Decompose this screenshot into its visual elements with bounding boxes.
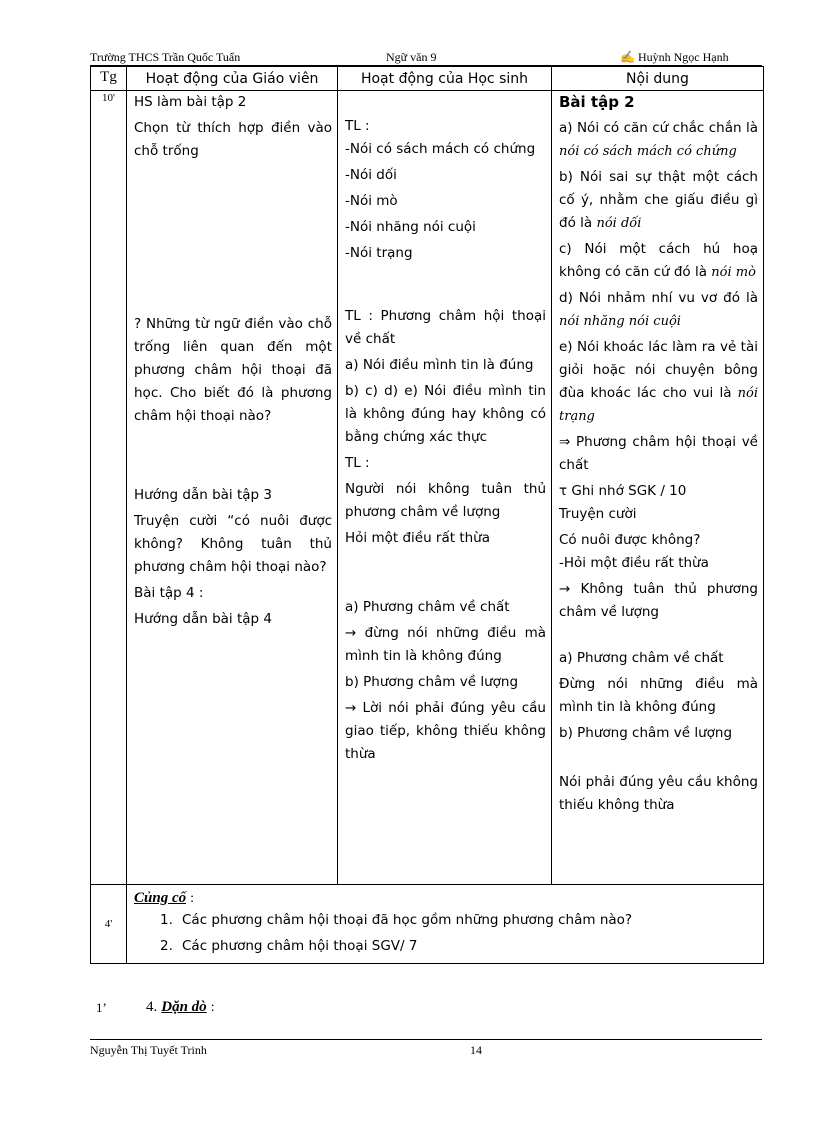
student-line: b) Phương châm về lượng — [345, 674, 519, 690]
content-story-q: -Hỏi một điều rất thừa — [559, 555, 709, 571]
teacher-line: ? Những từ ngữ điền vào chỗ trống liên quan đến một phương châm hội thoại đã học. Cho biết đó là phương châm hội thoại nào? — [134, 316, 332, 424]
teacher-line: HS làm bài tập 2 — [134, 94, 247, 110]
cungco-title: Củng cố — [134, 890, 187, 906]
th-student: Hoạt động của Học sinh — [338, 67, 552, 91]
content-title: Bài tập 2 — [559, 93, 635, 111]
student-column — [338, 91, 552, 885]
student-line: -Nói dối — [345, 167, 397, 183]
content-story-name: Có nuôi được không? — [559, 532, 701, 548]
content-item-a: a) Nói có căn cứ chắc chắn là nói có sách mách có chứng — [559, 120, 758, 159]
cungco-time-cell — [91, 885, 127, 964]
content-ex4-b-text: Nói phải đúng yêu cầu không thiếu không thừa — [559, 774, 758, 813]
content-item-e: e) Nói khoác lác làm ra vẻ tài giỏi hoặc nói chuyện bông đùa khoác lác cho vui là nói trạng — [559, 339, 758, 424]
content-item-c: c) Nói một cách hú hoạ không có căn cứ đó là nói mò — [559, 241, 758, 280]
pen-icon: ✍ — [620, 50, 635, 64]
content-note: τ Ghi nhớ SGK / 10 — [559, 483, 687, 499]
content-story-title: Truyện cười — [559, 506, 637, 522]
cungco-row — [91, 885, 764, 964]
time-main: 10' — [102, 92, 115, 104]
cungco-time: 4' — [104, 918, 113, 930]
header-author-block — [620, 50, 729, 65]
student-line: b) c) d) e) Nói điều mình tin là không đúng hay không có bằng chứng xác thực — [345, 383, 546, 445]
content-ex4-a-text: Đừng nói những điều mà mình tin là không đúng — [559, 676, 758, 715]
teacher-column — [127, 91, 338, 885]
student-line: TL : — [345, 118, 370, 134]
student-line: TL : — [345, 455, 370, 471]
page-number: 14 — [470, 1043, 482, 1057]
footer-teacher: Nguyễn Thị Tuyết Trinh — [90, 1043, 207, 1057]
content-story-ans: → Không tuân thủ phương châm về lượng — [559, 581, 758, 620]
student-line: Hỏi một điều rất thừa — [345, 530, 491, 546]
content-item-d: d) Nói nhảm nhí vu vơ đó là nói nhăng nói cuội — [559, 290, 758, 329]
th-content: Nội dung — [552, 67, 764, 91]
student-line: TL : Phương châm hội thoại về chất — [345, 308, 546, 347]
content-conclusion: ⇒ Phương châm hội thoại về chất — [559, 434, 758, 473]
table-header-row — [91, 67, 764, 91]
teacher-line: Hướng dẫn bài tập 3 — [134, 487, 272, 503]
content-item-b: b) Nói sai sự thật một cách cố ý, nhằm che giấu điều gì đó là nói dối — [559, 169, 758, 231]
teacher-line: Truyện cười “có nuôi được không? Không tuân thủ phương châm hội thoại nào? — [134, 513, 332, 575]
cungco-heading: Củng cố : — [134, 890, 194, 906]
footer-rule — [90, 1039, 762, 1040]
student-line: -Nói nhăng nói cuội — [345, 219, 476, 235]
th-tg: Tg — [91, 67, 127, 91]
th-teacher: Hoạt động của Giáo viên — [127, 67, 338, 91]
table-body-row — [91, 91, 764, 885]
teacher-line: Chọn từ thích hợp điền vào chỗ trống — [134, 120, 332, 159]
lesson-table — [90, 66, 764, 964]
student-line: -Nói mò — [345, 193, 398, 209]
teacher-line: Bài tập 4 : — [134, 585, 204, 601]
student-line: Người nói không tuân thủ phương châm về lượng — [345, 481, 546, 520]
header-school: Trường THCS Trần Quốc Tuấn — [90, 50, 241, 64]
content-ex4-a: a) Phương châm về chất — [559, 650, 724, 666]
student-line: -Nói có sách mách có chứng — [345, 141, 536, 157]
student-line: → Lời nói phải đúng yêu cầu giao tiếp, không thiếu không thừa — [345, 700, 546, 762]
teacher-line: Hướng dẫn bài tập 4 — [134, 611, 272, 627]
cungco-cell — [127, 885, 764, 964]
time-cell — [91, 91, 127, 885]
student-line: a) Nói điều mình tin là đúng — [345, 357, 534, 373]
student-line: → đừng nói những điều mà mình tin là không đúng — [345, 625, 546, 664]
cungco-item: 2. Các phương châm hội thoại SGV/ 7 — [160, 938, 418, 954]
header-subject: Ngữ văn 9 — [386, 50, 437, 64]
dando-title: Dặn dò — [161, 999, 207, 1015]
student-line: a) Phương châm về chất — [345, 599, 510, 615]
content-column — [552, 91, 764, 885]
dando-time: 1’ — [96, 1000, 107, 1015]
dando-heading: 4. Dặn dò : — [146, 999, 215, 1015]
student-line: -Nói trạng — [345, 245, 413, 261]
content-ex4-b: b) Phương châm về lượng — [559, 725, 733, 741]
header-author: Huỳnh Ngọc Hạnh — [637, 50, 729, 64]
cungco-item: 1. Các phương châm hội thoại đã học gồm những phương châm nào? — [160, 912, 633, 928]
